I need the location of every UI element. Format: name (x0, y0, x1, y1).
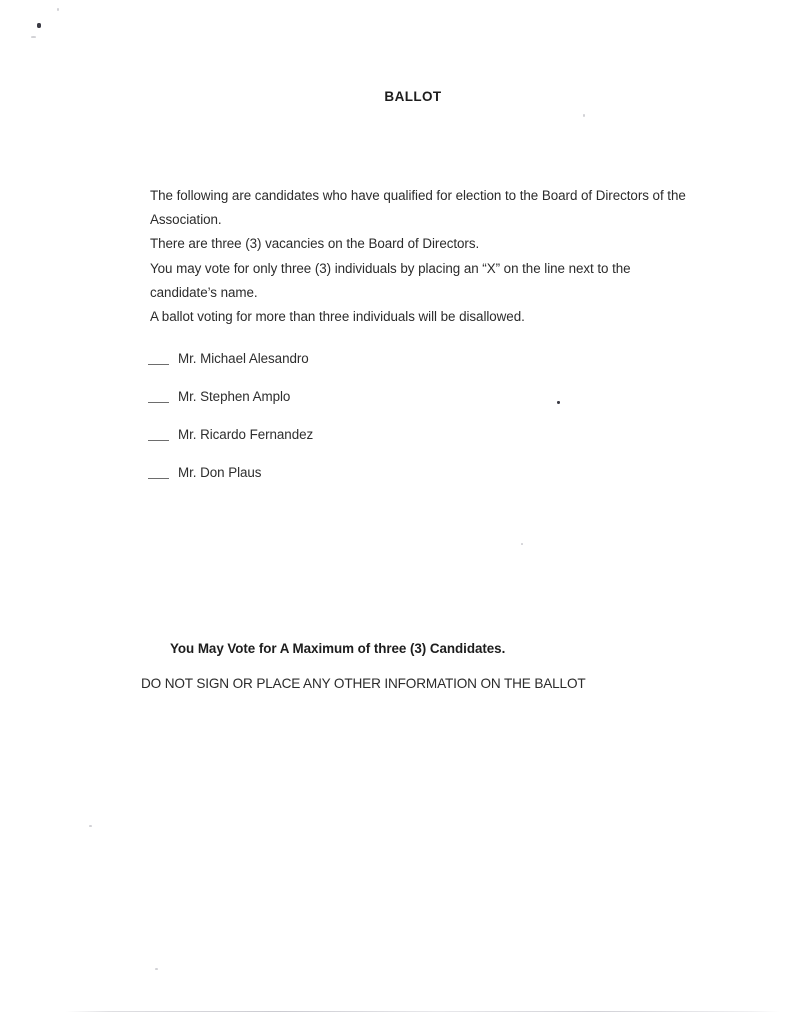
scan-speck (155, 968, 158, 970)
scan-speck (521, 543, 523, 545)
candidate-name: Mr. Don Plaus (178, 465, 262, 480)
scan-speck (31, 36, 36, 38)
maximum-votes-notice: You May Vote for A Maximum of three (3) Candidates. (170, 641, 506, 656)
scan-edge-line (66, 1011, 780, 1012)
candidate-list (148, 353, 568, 505)
vote-line-blank[interactable] (148, 467, 169, 479)
candidate-name: Mr. Stephen Amplo (178, 389, 291, 404)
intro-line-1: The following are candidates who have qualified for election to the Board of Directors of the Association. (150, 188, 686, 228)
vote-line-blank[interactable] (148, 353, 169, 365)
intro-line-4: A ballot voting for more than three individuals will be disallowed. (150, 309, 525, 325)
intro-text-block (150, 184, 695, 329)
scan-speck (583, 114, 585, 117)
scan-speck (37, 23, 41, 28)
candidate-row[interactable] (148, 353, 568, 391)
scan-speck (89, 825, 92, 827)
intro-line-3: You may vote for only three (3) individuals by placing an “X” on the line next to the candidate’s name. (150, 260, 631, 300)
page-title: BALLOT (384, 89, 442, 104)
vote-line-blank[interactable] (148, 429, 169, 441)
candidate-row[interactable] (148, 467, 568, 505)
intro-line-2: There are three (3) vacancies on the Board of Directors. (150, 236, 480, 252)
candidate-row[interactable] (148, 391, 568, 429)
vote-line-blank[interactable] (148, 391, 169, 403)
candidate-row[interactable] (148, 429, 568, 467)
do-not-sign-notice: DO NOT SIGN OR PLACE ANY OTHER INFORMATION ON THE BALLOT (141, 676, 586, 691)
scan-speck (57, 8, 59, 11)
candidate-name: Mr. Ricardo Fernandez (178, 427, 314, 442)
candidate-name: Mr. Michael Alesandro (178, 351, 309, 366)
scan-speck (557, 401, 560, 404)
